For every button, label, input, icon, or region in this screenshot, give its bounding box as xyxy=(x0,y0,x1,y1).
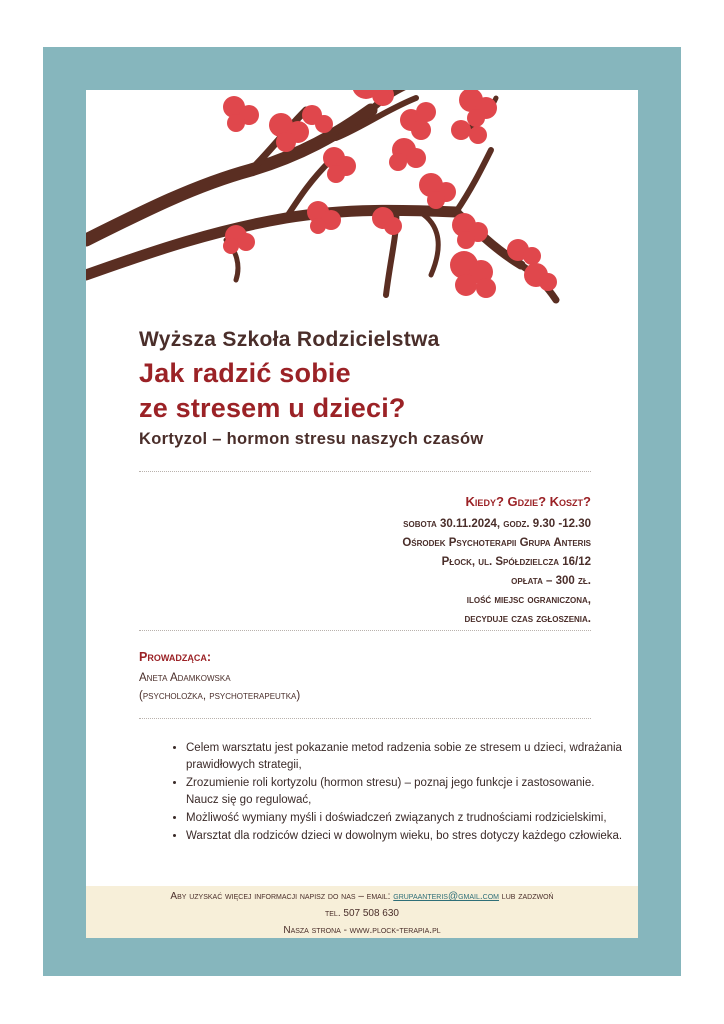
leader-heading: Prowadząca: xyxy=(139,650,211,664)
list-item: • Warsztat dla rodziców dzieci w dowolnym wieku, bo stres dotyczy każdego człowieka. xyxy=(186,828,626,845)
details-address: Płock, ul. Spółdzielcza 16/12 xyxy=(441,556,591,568)
list-item: • Możliwość wymiany myśli i doświadczeń związanych z trudnościami rodzicielskimi, xyxy=(186,810,626,827)
list-item: • Zrozumienie roli kortyzolu (hormon stresu) – poznaj jego funkcje i zastosowanie. Naucz się go regulować, xyxy=(186,775,626,809)
workshop-title xyxy=(139,356,406,426)
list-item: • Celem warsztatu jest pokazanie metod radzenia sobie ze stresem u dzieci, wdrażania prawidłowych strategii, xyxy=(186,740,626,774)
title-line-2: ze stresem u dzieci? xyxy=(139,393,406,423)
email-link[interactable]: grupaanteris@gmail.com xyxy=(393,891,500,902)
title-line-1: Jak radzić sobie xyxy=(139,358,351,388)
leader-info xyxy=(139,669,300,705)
cherry-blossom-branch-illustration xyxy=(86,90,638,330)
contact-line xyxy=(86,888,638,905)
contact-prefix: Aby uzyskać więcej informacji napisz do nas – email: xyxy=(170,891,391,902)
school-name-kicker: Wyższa Szkoła Rodzicielstwa xyxy=(139,328,440,351)
contact-suffix: lub zadzwoń xyxy=(501,891,554,902)
details-venue: Ośrodek Psychoterapii Grupa Anteris xyxy=(402,537,591,549)
details-question: Kiedy? Gdzie? Koszt? xyxy=(465,494,591,509)
phone-number: tel. 507 508 630 xyxy=(324,908,399,919)
workshop-subtitle: Kortyzol – hormon stresu naszych czasów xyxy=(139,430,484,448)
divider-3 xyxy=(139,718,591,719)
details-fee: opłata – 300 zł. xyxy=(511,575,591,587)
leader-name: Aneta Adamkowska xyxy=(139,672,231,684)
poster-sheet xyxy=(86,90,638,938)
details-registration-note: decyduje czas zgłoszenia. xyxy=(464,613,591,625)
contact-footer xyxy=(86,886,638,938)
divider-1 xyxy=(139,471,591,472)
divider-2 xyxy=(139,630,591,631)
workshop-benefits-list xyxy=(152,740,626,846)
website-line[interactable]: Nasza strona - www.plock-terapia.pl xyxy=(283,925,441,936)
details-limited-seats: ilość miejsc ograniczona, xyxy=(466,594,591,606)
leader-role: (psycholożka, psychoterapeutka) xyxy=(139,690,301,702)
details-block xyxy=(402,515,591,629)
details-date-time: sobota 30.11.2024, godz. 9.30 -12.30 xyxy=(403,518,591,530)
